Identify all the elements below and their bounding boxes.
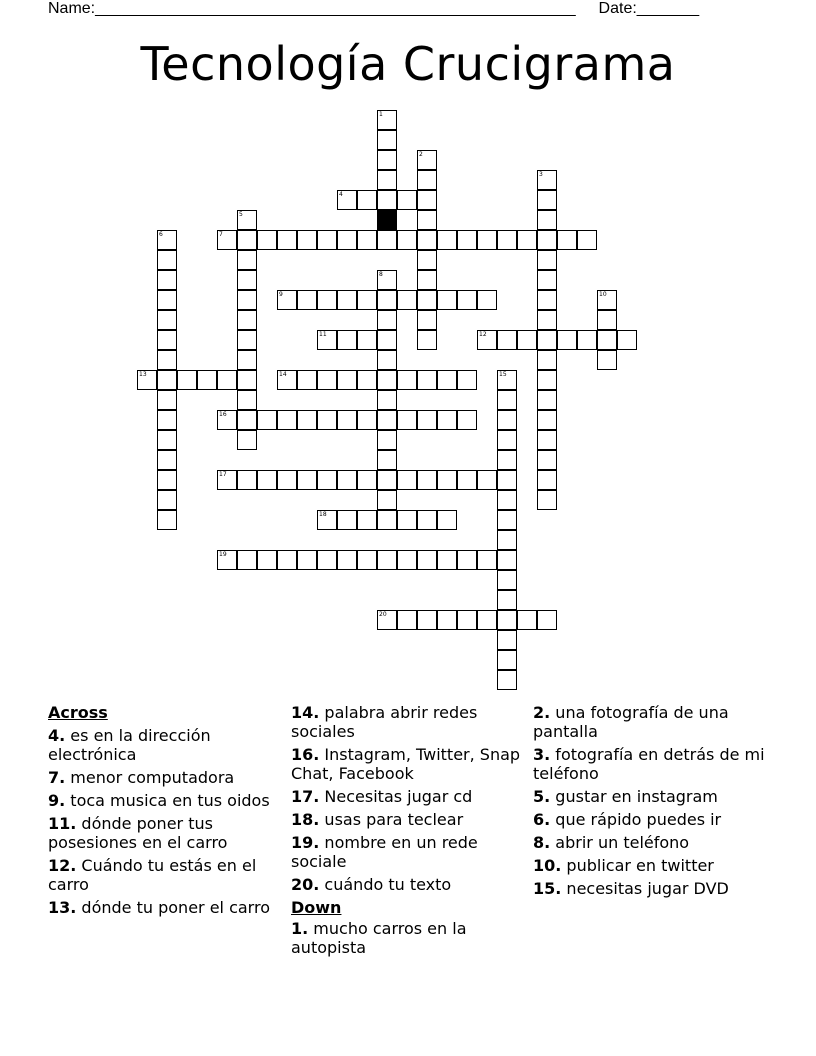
clue-number-label: 15. — [533, 879, 562, 898]
grid-cell[interactable] — [417, 250, 437, 270]
grid-cell[interactable] — [277, 470, 297, 490]
grid-cell[interactable] — [497, 510, 517, 530]
grid-cell[interactable] — [397, 190, 417, 210]
clue-text: usas para teclear — [319, 810, 464, 829]
clue-text: necesitas jugar DVD — [561, 879, 729, 898]
grid-cell[interactable] — [297, 290, 317, 310]
clue-number: 5 — [239, 211, 243, 218]
grid-cell[interactable] — [317, 470, 337, 490]
grid-cell[interactable] — [357, 230, 377, 250]
clue-text: una fotografía de una pantalla — [533, 703, 729, 741]
grid-cell[interactable] — [157, 350, 177, 370]
grid-cell[interactable] — [297, 230, 317, 250]
clue-text: fotografía en detrás de mi teléfono — [533, 745, 765, 783]
clue-number-label: 4. — [48, 726, 66, 745]
clue-text: Necesitas jugar cd — [319, 787, 473, 806]
grid-cell[interactable] — [537, 190, 557, 210]
clue-item — [48, 768, 283, 787]
grid-cell[interactable] — [297, 550, 317, 570]
grid-cell[interactable] — [437, 610, 457, 630]
grid-cell[interactable] — [457, 470, 477, 490]
grid-cell[interactable] — [357, 190, 377, 210]
grid-cell[interactable] — [237, 410, 257, 430]
grid-cell[interactable] — [477, 610, 497, 630]
grid-cell[interactable] — [377, 310, 397, 330]
clue-number: 8 — [379, 271, 383, 278]
grid-cell[interactable] — [497, 430, 517, 450]
clue-number-label: 14. — [291, 703, 320, 722]
grid-cell[interactable] — [497, 450, 517, 470]
grid-cell[interactable] — [157, 430, 177, 450]
clue-item — [533, 856, 768, 875]
grid-cell[interactable] — [337, 470, 357, 490]
grid-cell[interactable] — [397, 410, 417, 430]
grid-cell[interactable] — [557, 330, 577, 350]
grid-cell[interactable] — [257, 410, 277, 430]
clue-item — [291, 875, 526, 894]
clues-column-2 — [291, 703, 526, 961]
grid-cell[interactable] — [537, 350, 557, 370]
grid-cell[interactable] — [497, 330, 517, 350]
grid-cell[interactable] — [237, 430, 257, 450]
grid-cell[interactable] — [457, 230, 477, 250]
grid-cell[interactable] — [497, 570, 517, 590]
clue-number-label: 18. — [291, 810, 320, 829]
grid-cell[interactable] — [397, 470, 417, 490]
grid-cell[interactable] — [297, 370, 317, 390]
clue-number-label: 6. — [533, 810, 551, 829]
grid-cell[interactable] — [437, 550, 457, 570]
grid-cell[interactable] — [377, 510, 397, 530]
grid-cell[interactable] — [417, 510, 437, 530]
grid-cell[interactable] — [417, 290, 437, 310]
grid-cell[interactable] — [417, 190, 437, 210]
clue-number: 10 — [599, 291, 607, 298]
clue-item — [48, 791, 283, 810]
grid-cell[interactable] — [377, 150, 397, 170]
clue-number-label: 20. — [291, 875, 320, 894]
clue-number: 18 — [319, 511, 327, 518]
clue-item — [291, 833, 526, 871]
clue-number: 9 — [279, 291, 283, 298]
clue-number-label: 12. — [48, 856, 77, 875]
grid-cell[interactable] — [377, 370, 397, 390]
grid-cell[interactable] — [437, 410, 457, 430]
clue-number-label: 9. — [48, 791, 66, 810]
grid-cell[interactable] — [517, 230, 537, 250]
clue-number: 7 — [219, 231, 223, 238]
grid-cell[interactable] — [397, 510, 417, 530]
clue-item — [533, 810, 768, 829]
grid-cell[interactable] — [577, 230, 597, 250]
grid-cell[interactable] — [337, 290, 357, 310]
grid-cell[interactable] — [177, 370, 197, 390]
clue-number-label: 10. — [533, 856, 562, 875]
grid-cell[interactable] — [337, 370, 357, 390]
grid-cell[interactable] — [377, 390, 397, 410]
clue-text: que rápido puedes ir — [550, 810, 722, 829]
clue-number: 14 — [279, 371, 287, 378]
grid-cell[interactable] — [377, 230, 397, 250]
grid-cell[interactable] — [397, 370, 417, 390]
grid-cell[interactable] — [417, 170, 437, 190]
clue-number-label: 13. — [48, 898, 77, 917]
grid-cell[interactable] — [417, 410, 437, 430]
grid-cell[interactable] — [377, 410, 397, 430]
clue-number-label: 16. — [291, 745, 320, 764]
grid-cell[interactable] — [437, 370, 457, 390]
grid-cell[interactable] — [157, 370, 177, 390]
clue-text: cuándo tu texto — [319, 875, 452, 894]
grid-cell[interactable] — [457, 370, 477, 390]
grid-cell[interactable] — [537, 430, 557, 450]
grid-cell[interactable] — [197, 370, 217, 390]
clue-number: 12 — [479, 331, 487, 338]
grid-cell[interactable] — [417, 230, 437, 250]
grid-cell[interactable] — [317, 370, 337, 390]
grid-block — [377, 210, 397, 230]
grid-cell[interactable] — [537, 210, 557, 230]
clue-text: palabra abrir redes sociales — [291, 703, 478, 741]
clue-number: 2 — [419, 151, 423, 158]
across-heading: Across — [48, 703, 108, 722]
grid-cell[interactable] — [277, 230, 297, 250]
grid-cell[interactable] — [417, 470, 437, 490]
clue-number: 11 — [319, 331, 327, 338]
clue-number: 3 — [539, 171, 543, 178]
grid-cell[interactable] — [317, 230, 337, 250]
grid-cell[interactable] — [437, 290, 457, 310]
clue-item — [291, 919, 526, 957]
grid-cell[interactable] — [417, 370, 437, 390]
grid-cell[interactable] — [497, 470, 517, 490]
grid-cell[interactable] — [477, 230, 497, 250]
grid-cell[interactable] — [157, 450, 177, 470]
grid-cell[interactable] — [417, 310, 437, 330]
clue-item — [533, 833, 768, 852]
grid-cell[interactable] — [457, 610, 477, 630]
grid-cell[interactable] — [497, 650, 517, 670]
grid-cell[interactable] — [337, 230, 357, 250]
grid-cell[interactable] — [537, 610, 557, 630]
clue-text: Instagram, Twitter, Snap Chat, Facebook — [291, 745, 521, 783]
grid-cell[interactable] — [457, 290, 477, 310]
clue-number-label: 8. — [533, 833, 551, 852]
grid-cell[interactable] — [437, 230, 457, 250]
grid-cell[interactable] — [317, 550, 337, 570]
grid-cell[interactable] — [437, 470, 457, 490]
grid-cell[interactable] — [497, 390, 517, 410]
clue-number: 20 — [379, 611, 387, 618]
grid-cell[interactable] — [237, 290, 257, 310]
clue-item — [533, 787, 768, 806]
grid-cell[interactable] — [477, 290, 497, 310]
down-heading: Down — [291, 898, 342, 917]
grid-cell[interactable] — [357, 470, 377, 490]
clue-text: menor computadora — [65, 768, 235, 787]
grid-cell[interactable] — [377, 450, 397, 470]
grid-cell[interactable] — [297, 410, 317, 430]
grid-cell[interactable] — [417, 550, 437, 570]
grid-cell[interactable] — [377, 550, 397, 570]
clue-number: 6 — [159, 231, 163, 238]
clues-column-1 — [48, 703, 283, 921]
date-line[interactable]: _______ — [636, 0, 700, 17]
grid-cell[interactable] — [357, 550, 377, 570]
grid-cell[interactable] — [377, 330, 397, 350]
name-line[interactable]: ______________________________________________________ — [95, 0, 576, 17]
clue-text: es en la dirección electrónica — [48, 726, 211, 764]
grid-cell[interactable] — [157, 290, 177, 310]
grid-cell[interactable] — [537, 290, 557, 310]
grid-cell[interactable] — [497, 670, 517, 690]
clue-item — [291, 810, 526, 829]
grid-cell[interactable] — [517, 330, 537, 350]
clue-text: abrir un teléfono — [550, 833, 690, 852]
grid-cell[interactable] — [377, 130, 397, 150]
grid-cell[interactable] — [377, 470, 397, 490]
grid-cell[interactable] — [157, 390, 177, 410]
grid-cell[interactable] — [297, 470, 317, 490]
clue-text: nombre en un rede sociale — [291, 833, 478, 871]
grid-cell[interactable] — [537, 390, 557, 410]
grid-cell[interactable] — [357, 410, 377, 430]
clue-number: 1 — [379, 111, 383, 118]
grid-cell[interactable] — [377, 170, 397, 190]
grid-cell[interactable] — [417, 210, 437, 230]
grid-cell[interactable] — [357, 370, 377, 390]
clue-number: 13 — [139, 371, 147, 378]
clue-number: 17 — [219, 471, 227, 478]
grid-cell[interactable] — [357, 510, 377, 530]
grid-cell[interactable] — [157, 410, 177, 430]
grid-cell[interactable] — [597, 310, 617, 330]
grid-cell[interactable] — [217, 370, 237, 390]
clue-text: mucho carros en la autopista — [291, 919, 467, 957]
grid-cell[interactable] — [317, 410, 337, 430]
grid-cell[interactable] — [537, 370, 557, 390]
grid-cell[interactable] — [557, 230, 577, 250]
clue-item — [291, 745, 526, 783]
grid-cell[interactable] — [397, 290, 417, 310]
grid-cell[interactable] — [237, 270, 257, 290]
grid-cell[interactable] — [157, 470, 177, 490]
clue-text: dónde tu poner el carro — [76, 898, 270, 917]
clue-number-label: 17. — [291, 787, 320, 806]
grid-cell[interactable] — [337, 510, 357, 530]
grid-cell[interactable] — [417, 270, 437, 290]
grid-cell[interactable] — [497, 550, 517, 570]
grid-cell[interactable] — [157, 270, 177, 290]
grid-cell[interactable] — [237, 370, 257, 390]
grid-cell[interactable] — [277, 550, 297, 570]
clue-number-label: 1. — [291, 919, 309, 938]
clue-number: 16 — [219, 411, 227, 418]
grid-cell[interactable] — [377, 350, 397, 370]
grid-cell[interactable] — [237, 350, 257, 370]
clue-number-label: 5. — [533, 787, 551, 806]
grid-cell[interactable] — [157, 310, 177, 330]
grid-cell[interactable] — [157, 330, 177, 350]
grid-cell[interactable] — [377, 490, 397, 510]
grid-cell[interactable] — [497, 230, 517, 250]
clue-number-label: 11. — [48, 814, 77, 833]
clue-item — [533, 745, 768, 783]
grid-cell[interactable] — [237, 250, 257, 270]
page-title: Tecnología Crucigrama — [140, 37, 676, 91]
grid-cell[interactable] — [537, 410, 557, 430]
grid-cell[interactable] — [337, 330, 357, 350]
grid-cell[interactable] — [577, 330, 597, 350]
grid-cell[interactable] — [237, 470, 257, 490]
grid-cell[interactable] — [417, 330, 437, 350]
grid-cell[interactable] — [497, 530, 517, 550]
grid-cell[interactable] — [257, 550, 277, 570]
clue-item — [48, 898, 283, 917]
grid-cell[interactable] — [377, 430, 397, 450]
grid-cell[interactable] — [237, 230, 257, 250]
grid-cell[interactable] — [537, 330, 557, 350]
grid-cell[interactable] — [437, 510, 457, 530]
grid-cell[interactable] — [537, 230, 557, 250]
grid-cell[interactable] — [417, 610, 437, 630]
grid-cell[interactable] — [497, 590, 517, 610]
clue-item — [291, 787, 526, 806]
grid-cell[interactable] — [377, 190, 397, 210]
clue-item — [533, 879, 768, 898]
clue-text: publicar en twitter — [561, 856, 714, 875]
grid-cell[interactable] — [497, 490, 517, 510]
grid-cell[interactable] — [537, 450, 557, 470]
clue-number: 19 — [219, 551, 227, 558]
clues-column-3 — [533, 703, 768, 902]
grid-cell[interactable] — [237, 390, 257, 410]
grid-cell[interactable] — [397, 610, 417, 630]
grid-cell[interactable] — [457, 410, 477, 430]
grid-cell[interactable] — [537, 310, 557, 330]
grid-cell[interactable] — [537, 490, 557, 510]
grid-cell[interactable] — [157, 490, 177, 510]
grid-cell[interactable] — [497, 610, 517, 630]
grid-cell[interactable] — [537, 250, 557, 270]
date-label: Date: — [598, 0, 637, 17]
grid-cell[interactable] — [397, 230, 417, 250]
grid-cell[interactable] — [597, 350, 617, 370]
clue-number: 4 — [339, 191, 343, 198]
grid-cell[interactable] — [237, 310, 257, 330]
clue-text: gustar en instagram — [550, 787, 718, 806]
grid-cell[interactable] — [457, 550, 477, 570]
clue-text: toca musica en tus oidos — [65, 791, 270, 810]
grid-cell[interactable] — [477, 470, 497, 490]
grid-cell[interactable] — [597, 330, 617, 350]
grid-cell[interactable] — [157, 250, 177, 270]
clue-item — [48, 814, 283, 852]
clue-number-label: 7. — [48, 768, 66, 787]
grid-cell[interactable] — [257, 230, 277, 250]
clue-text: Cuándo tu estás en el carro — [48, 856, 257, 894]
clue-item — [48, 726, 283, 764]
clue-number-label: 3. — [533, 745, 551, 764]
clue-number-label: 2. — [533, 703, 551, 722]
clue-item — [533, 703, 768, 741]
grid-cell[interactable] — [237, 330, 257, 350]
clue-text: dónde poner tus posesiones en el carro — [48, 814, 228, 852]
grid-cell[interactable] — [357, 330, 377, 350]
grid-cell[interactable] — [497, 630, 517, 650]
grid-cell[interactable] — [537, 270, 557, 290]
grid-cell[interactable] — [337, 550, 357, 570]
grid-cell[interactable] — [277, 410, 297, 430]
grid-cell[interactable] — [477, 550, 497, 570]
grid-cell[interactable] — [317, 290, 337, 310]
grid-cell[interactable] — [337, 410, 357, 430]
clue-number-label: 19. — [291, 833, 320, 852]
grid-cell[interactable] — [397, 550, 417, 570]
grid-cell[interactable] — [537, 470, 557, 490]
grid-cell[interactable] — [497, 410, 517, 430]
clue-number: 15 — [499, 371, 507, 378]
grid-cell[interactable] — [517, 610, 537, 630]
grid-cell[interactable] — [157, 510, 177, 530]
grid-cell[interactable] — [377, 290, 397, 310]
clue-item — [48, 856, 283, 894]
grid-cell[interactable] — [617, 330, 637, 350]
grid-cell[interactable] — [257, 470, 277, 490]
grid-cell[interactable] — [237, 550, 257, 570]
grid-cell[interactable] — [357, 290, 377, 310]
clue-item — [291, 703, 526, 741]
name-label: Name: — [48, 0, 96, 17]
